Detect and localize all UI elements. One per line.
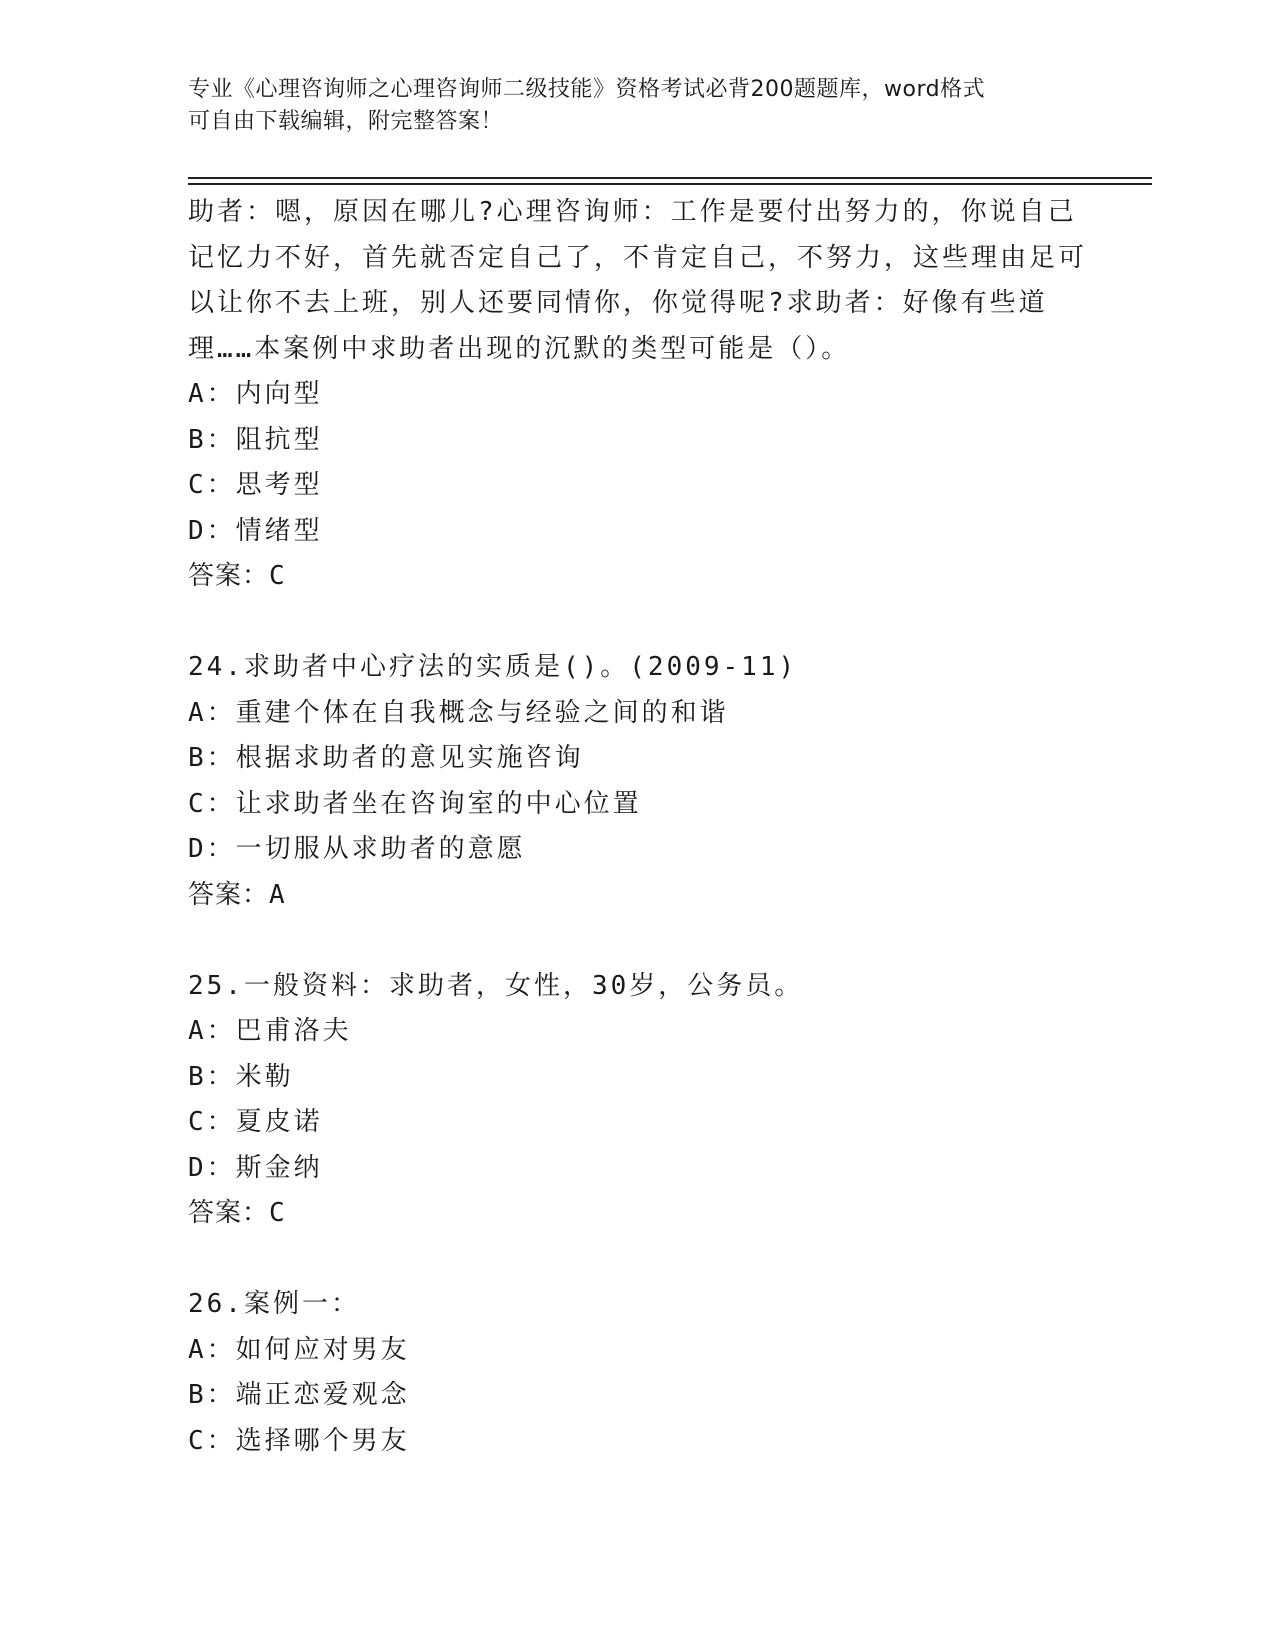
spacer: [188, 1237, 1088, 1283]
answer-label: 答案：: [188, 879, 270, 910]
question-continued: [188, 190, 1088, 600]
question-stem: 25.一般资料：求助者，女性，30岁，公务员。: [188, 970, 804, 1001]
question-stem: 24.求助者中心疗法的实质是()。(2009-11): [188, 652, 798, 682]
header-divider-top: [188, 177, 1152, 179]
document-header: [188, 74, 1068, 138]
option-b: B：端正恋爱观念: [188, 1380, 410, 1410]
answer-label: 答案：: [188, 561, 270, 591]
option-b: B：米勒: [188, 1061, 294, 1092]
header-line-2: 可自由下载编辑，附完整答案！: [188, 109, 504, 134]
option-c: C：夏皮诺: [188, 1107, 323, 1137]
option-a: A：重建个体在自我概念与经验之间的和谐: [188, 697, 729, 728]
answer-value: A: [269, 879, 286, 910]
answer-line: [188, 1191, 1088, 1237]
question-25: [188, 964, 1088, 1237]
option-a: A：如何应对男友: [188, 1334, 410, 1365]
document-body: [188, 190, 1088, 1464]
question-26: [188, 1282, 1088, 1464]
option-b: B：阻抗型: [188, 424, 323, 455]
option-c: C：选择哪个男友: [188, 1425, 410, 1456]
option-b: B：根据求助者的意见实施咨询: [188, 743, 584, 773]
answer-label: 答案：: [188, 1198, 270, 1228]
option-c: C：让求助者坐在咨询室的中心位置: [188, 788, 642, 819]
spacer: [188, 600, 1088, 646]
question-stem: 助者：嗯，原因在哪儿?心理咨询师：工作是要付出努力的，你说自己记忆力不好，首先就否定自己了，不肯定自己，不努力，这些理由足可以让你不去上班，别人还要同情你，你觉得呢?求助者：好像有些道理……本案例中求助者出现的沉默的类型可能是（）。: [188, 197, 1088, 364]
option-d: D：一切服从求助者的意愿: [188, 834, 526, 864]
answer-line: [188, 554, 1088, 600]
option-a: A：内向型: [188, 379, 323, 409]
option-a: A：巴甫洛夫: [188, 1016, 352, 1046]
option-d: D：情绪型: [188, 515, 323, 546]
answer-value: C: [269, 1198, 286, 1228]
question-24: [188, 645, 1088, 918]
answer-line: [188, 873, 1088, 919]
header-divider-bottom: [188, 183, 1152, 185]
option-c: C：思考型: [188, 470, 323, 500]
option-d: D：斯金纳: [188, 1152, 323, 1183]
spacer: [188, 918, 1088, 964]
question-stem: 26.案例一：: [188, 1289, 360, 1319]
answer-value: C: [269, 561, 286, 591]
header-line-1: 专业《心理咨询师之心理咨询师二级技能》资格考试必背200题题库，word格式: [188, 77, 986, 102]
